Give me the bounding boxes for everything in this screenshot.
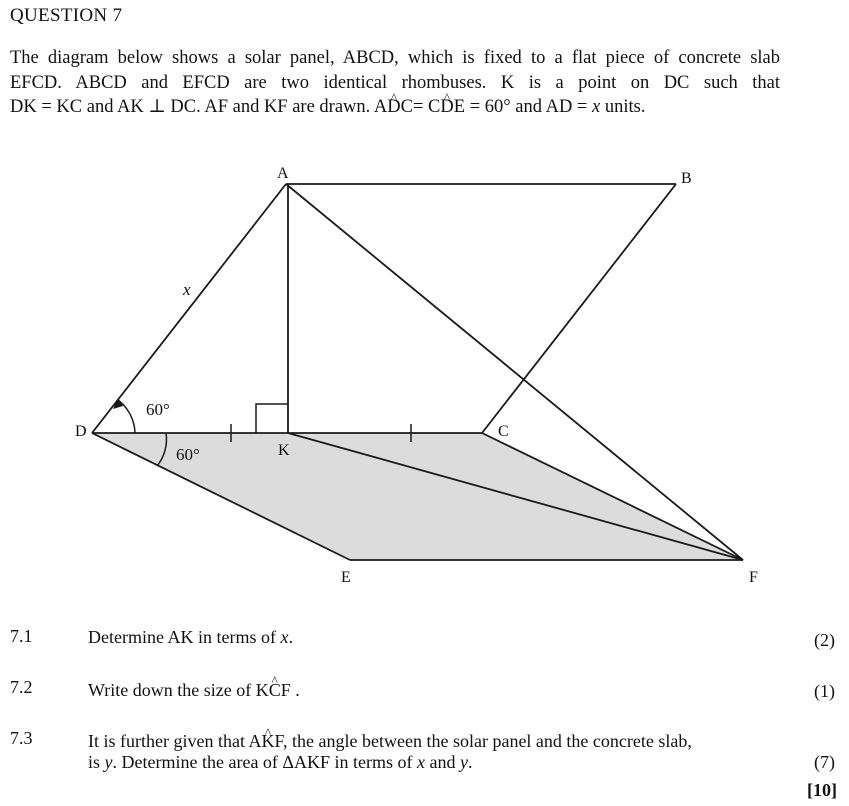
- q71-var: x: [280, 627, 289, 647]
- q73-line2-a: is: [88, 752, 105, 772]
- q73-line-2: [88, 752, 768, 773]
- q73-line-1: [88, 731, 768, 752]
- question-text-7-1: [88, 626, 768, 648]
- q73-line1-b: F, the angle between the solar panel and the concrete slab,: [274, 731, 692, 751]
- label-k: K: [278, 442, 290, 459]
- q72-text-b: F .: [280, 680, 300, 700]
- q73-var-x: x: [417, 752, 425, 772]
- intro-line-3-b: C= C: [400, 97, 441, 117]
- question-text-7-2: [88, 679, 768, 701]
- label-b: B: [681, 170, 692, 187]
- label-side-x: x: [183, 280, 191, 299]
- intro-line-2: EFCD. ABCD and EFCD are two identical rhombuses. K is a point on DC such that: [10, 72, 780, 93]
- q72-angle-hat: ^ C: [269, 679, 281, 701]
- q73-line2-c: and: [425, 752, 460, 772]
- edge-bc: [482, 184, 676, 433]
- intro-angle-hat-1: ^ D: [387, 95, 400, 120]
- q73-line1-a: It is further given that A: [88, 731, 262, 751]
- intro-variable-x: x: [592, 97, 601, 117]
- edge-da: [92, 184, 286, 433]
- intro-line-3-a: DK = KC and AK ⊥ DC. AF and KF are drawn. A: [10, 97, 388, 117]
- intro-line-3-d: units.: [600, 97, 646, 117]
- label-c: C: [498, 423, 509, 440]
- label-e: E: [341, 569, 351, 586]
- q72-text-a: Write down the size of K: [88, 680, 269, 700]
- q73-var-y2: y: [460, 752, 468, 772]
- label-a: A: [277, 165, 289, 182]
- label-angle-adc: 60°: [146, 400, 170, 419]
- q73-line2-b: . Determine the area of ΔAKF in terms of: [112, 752, 417, 772]
- q73-angle-hat: ^ K: [261, 731, 274, 752]
- question-heading: QUESTION 7: [10, 5, 123, 26]
- marks-7-1: (2): [814, 630, 835, 650]
- label-f: F: [749, 569, 758, 586]
- q71-text-b: .: [288, 627, 293, 647]
- marks-7-2: (1): [814, 681, 835, 701]
- question-number-7-3: 7.3: [10, 728, 33, 748]
- question-text-7-3: [88, 731, 768, 773]
- question-number-7-2: 7.2: [10, 677, 33, 697]
- intro-line-1: The diagram below shows a solar panel, ABCD, which is fixed to a flat piece of concrete slab: [10, 48, 780, 68]
- label-d: D: [75, 423, 87, 440]
- right-angle-marker: [256, 404, 288, 433]
- q73-line2-d: .: [468, 752, 473, 772]
- intro-angle-hat-2: ^ D: [440, 95, 453, 120]
- q73-var-y1: y: [104, 752, 113, 772]
- total-marks: [10]: [807, 780, 837, 800]
- marks-7-3: (7): [814, 752, 835, 772]
- question-number-7-1: 7.1: [10, 626, 33, 646]
- intro-line-3-c: E = 60° and AD =: [453, 97, 592, 117]
- label-angle-cde: 60°: [176, 445, 200, 464]
- q71-text-a: Determine AK in terms of: [88, 627, 281, 647]
